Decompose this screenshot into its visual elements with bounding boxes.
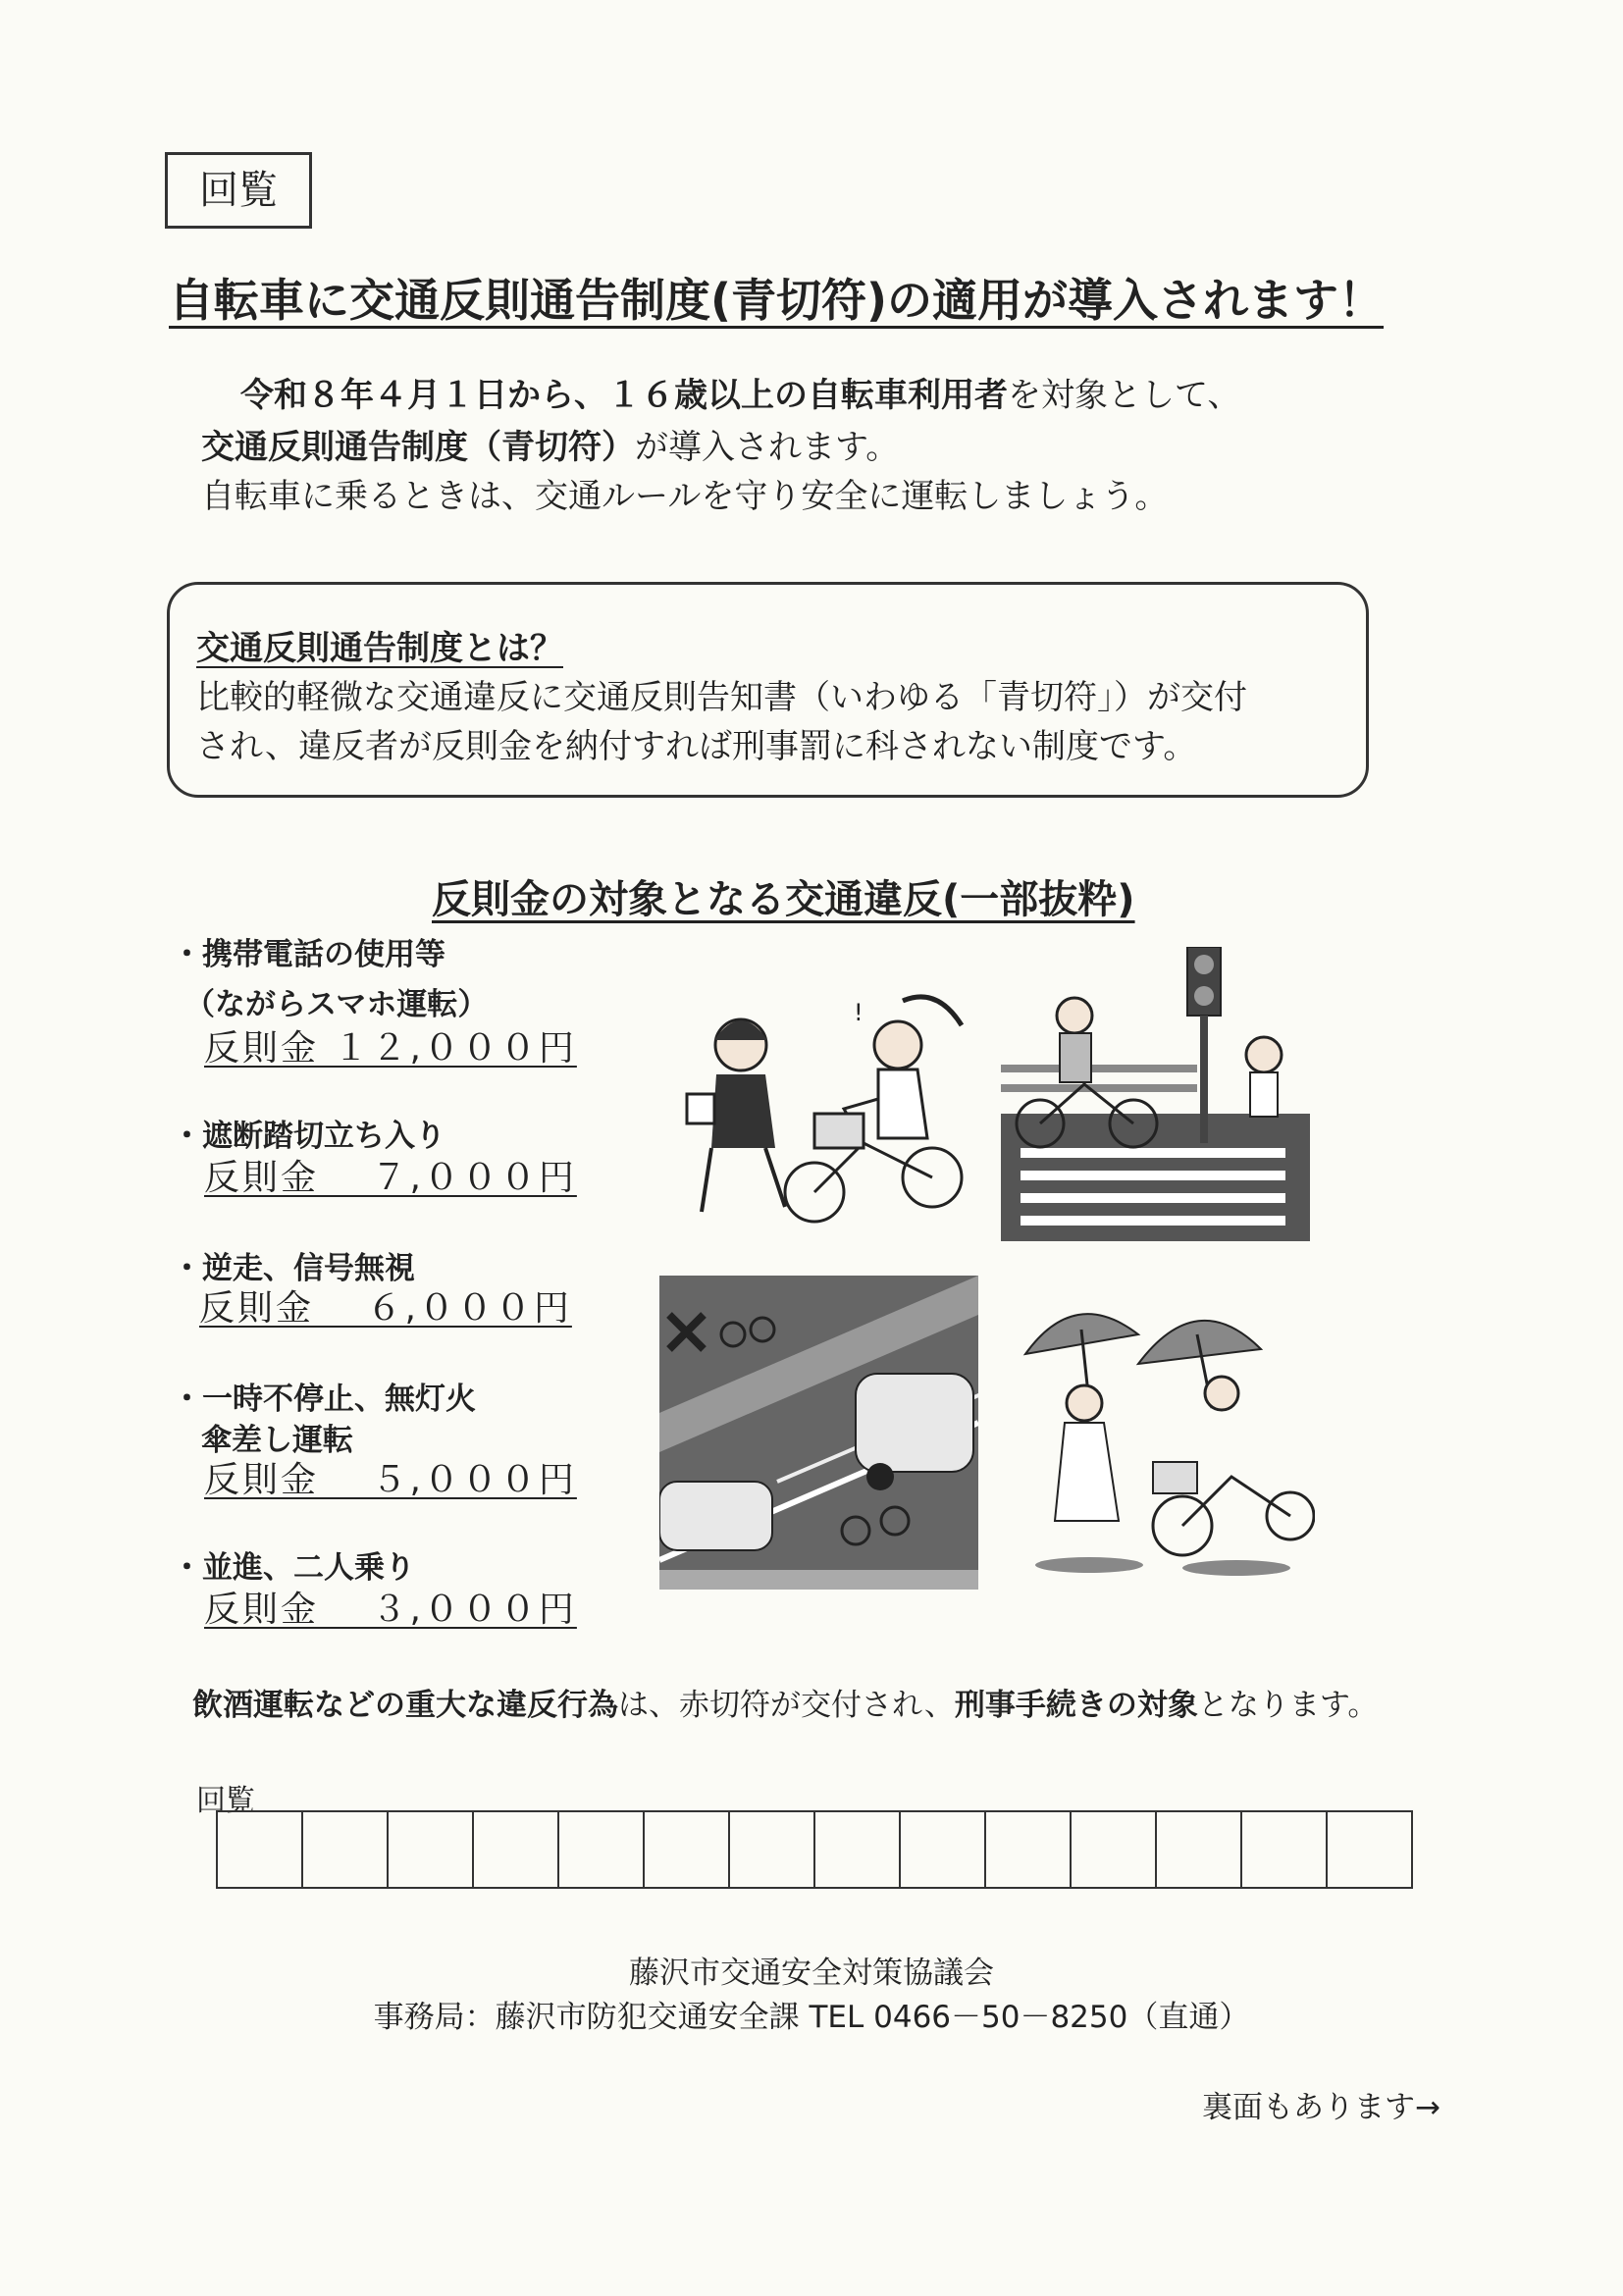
definition-line-1: 比較的軽微な交通違反に交通反則告知書（いわゆる「青切符」）が交付 xyxy=(196,678,1247,717)
violation-4-sublabel: 傘差し運転 xyxy=(201,1423,353,1458)
violation-4-label: ・一時不停止、無灯火 xyxy=(172,1382,476,1417)
definition-heading: 交通反則通告制度とは？ xyxy=(196,629,563,668)
signature-cell[interactable] xyxy=(1157,1812,1242,1887)
circulation-signature-grid xyxy=(216,1810,1413,1889)
violation-3-fine: 反則金 ６,０００円 xyxy=(199,1288,572,1329)
signature-cell[interactable] xyxy=(303,1812,389,1887)
violation-3-label: ・逆走、信号無視 xyxy=(172,1251,415,1286)
office-contact: 事務局：藤沢市防犯交通安全課 TEL 0466－50－8250（直通） xyxy=(373,2000,1250,2035)
intro-line-3: 自転車に乗るときは、交通ルールを守り安全に運転しましょう。 xyxy=(201,477,1169,516)
signature-cell[interactable] xyxy=(1072,1812,1157,1887)
signature-cell[interactable] xyxy=(1242,1812,1328,1887)
signature-cell[interactable] xyxy=(559,1812,645,1887)
signature-cell[interactable] xyxy=(389,1812,474,1887)
wrong-way-road-illustration xyxy=(659,1276,978,1590)
intro-line-1: 令和８年４月１日から、１６歳以上の自転車利用者を対象として、 xyxy=(240,376,1241,415)
violation-1-fine: 反則金 １２,０００円 xyxy=(204,1028,577,1069)
signature-cell[interactable] xyxy=(815,1812,901,1887)
phone-cycling-illustration xyxy=(667,981,991,1236)
back-side-note: 裏面もあります→ xyxy=(1202,2090,1440,2125)
serious-violation-note: 飲酒運転などの重大な違反行為は、赤切符が交付され、刑事手続きの対象となります。 xyxy=(192,1688,1379,1723)
signature-cell[interactable] xyxy=(986,1812,1072,1887)
signature-cell[interactable] xyxy=(901,1812,986,1887)
page-title: 自転車に交通反則通告制度(青切符)の適用が導入されます！ xyxy=(169,274,1385,327)
organization-name: 藤沢市交通安全対策協議会 xyxy=(629,1956,994,1991)
violation-4-fine: 反則金 ５,０００円 xyxy=(204,1460,577,1500)
violation-2-label: ・遮断踏切立ち入り xyxy=(172,1119,445,1154)
signature-cell[interactable] xyxy=(645,1812,730,1887)
violation-5-fine: 反則金 ３,０００円 xyxy=(204,1590,577,1630)
crosswalk-signal-illustration xyxy=(1001,947,1310,1241)
signature-cell[interactable] xyxy=(1328,1812,1411,1887)
signature-cell[interactable] xyxy=(474,1812,559,1887)
circulation-stamp-label: 回覧 xyxy=(165,152,312,229)
intro-line-2: 交通反則通告制度（青切符）が導入されます。 xyxy=(201,428,900,467)
svg-text:!: ! xyxy=(854,999,864,1026)
signature-cell[interactable] xyxy=(730,1812,815,1887)
section-title: 反則金の対象となる交通違反(一部抜粋) xyxy=(432,877,1135,922)
definition-line-2: され、違反者が反則金を納付すれば刑事罰に科されない制度です。 xyxy=(196,727,1197,766)
violation-5-label: ・並進、二人乗り xyxy=(172,1550,415,1586)
violation-2-fine: 反則金 ７,０００円 xyxy=(204,1158,577,1198)
violation-1-label: ・携帯電話の使用等 xyxy=(172,937,445,972)
signature-cell[interactable] xyxy=(218,1812,303,1887)
circulation-label: 回覧 xyxy=(196,1784,255,1818)
umbrella-cycling-illustration xyxy=(1011,1295,1315,1580)
violation-1-sublabel: （ながらスマホ運転） xyxy=(184,987,489,1022)
